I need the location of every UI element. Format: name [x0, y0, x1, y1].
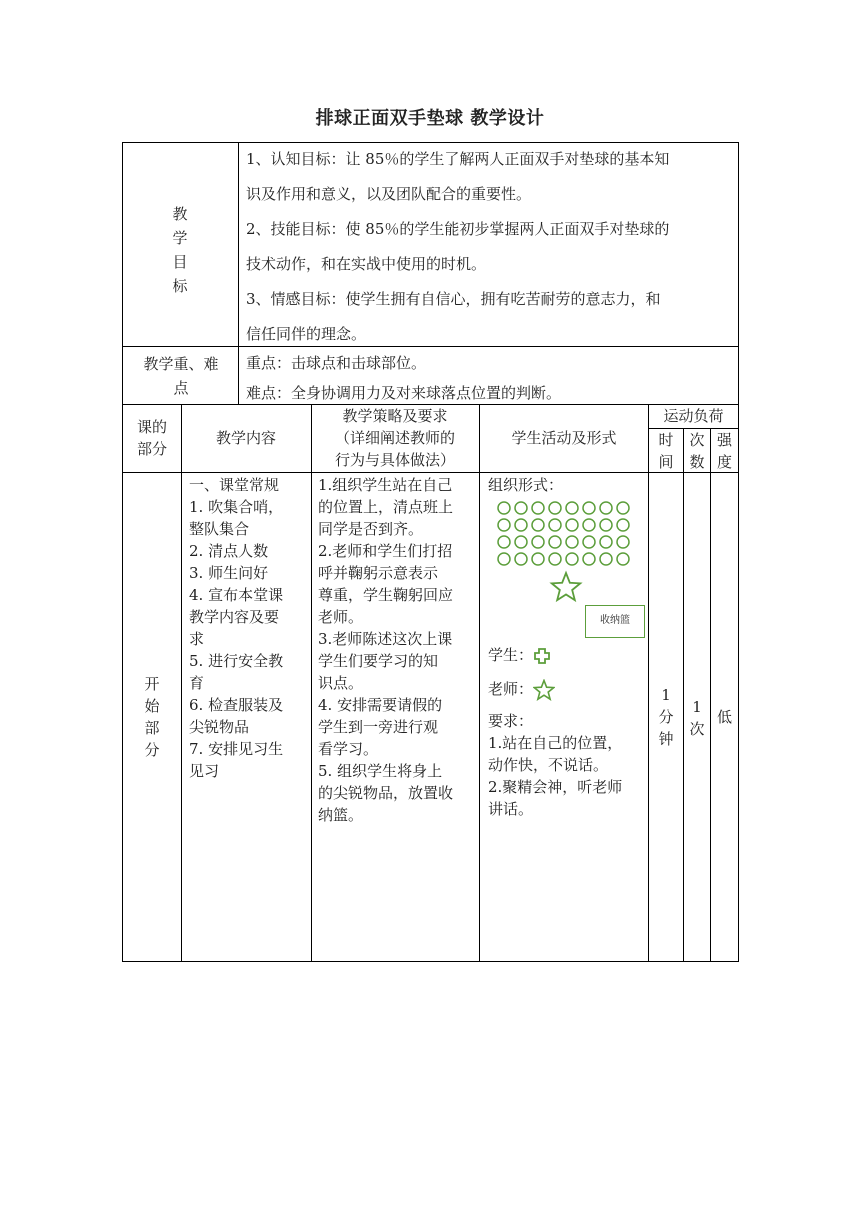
- strategy-list: 1.组织学生站在自己 的位置上，清点班上 同学是否到齐。 2.老师和学生们打招 呼并鞠躬示意表示 尊重，学生鞠躬回应 老师。 3.老师陈述这次上课 学生们要学习的知 识点。 4. 安排需要请假的 学生到一旁进行观 看学习。 5. 组织学生将身上 的尖锐物品，放置收 纳篮。: [318, 476, 454, 824]
- content-list: 一、课堂常规 1. 吹集合哨， 整队集合 2. 清点人数 3. 师生问好 4. 宣布本堂课 教学内容及要 求 5. 进行安全教 育 6. 检查服装及 尖锐物品 7. 安排见习生 见习: [189, 476, 284, 780]
- requirements: 要求： 1.站在自己的位置， 动作快，不说话。 2.聚精会神，听老师 讲话。: [488, 712, 623, 818]
- student-marker-icon: [533, 647, 551, 665]
- header-part: 课的 部分: [136, 418, 167, 458]
- student-legend: 学生：: [488, 644, 551, 666]
- header-strategy: 教学策略及要求 （详细阐述教师的 行为与具体做法）: [334, 407, 455, 469]
- objectives-label: 教 学 目 标: [172, 205, 188, 295]
- header-content: 教学内容: [215, 429, 276, 447]
- student-circle: [583, 553, 595, 565]
- student-circle: [549, 553, 561, 565]
- student-circle: [600, 536, 612, 548]
- student-circle: [549, 519, 561, 531]
- formation-diagram: [488, 498, 648, 608]
- student-circle: [498, 502, 510, 514]
- student-circle: [532, 536, 544, 548]
- header-load-intensity: 强 度: [716, 431, 732, 471]
- org-form-label: 组织形式：: [488, 476, 564, 494]
- teacher-star-icon: [552, 573, 581, 600]
- student-circle: [583, 502, 595, 514]
- load-intensity: 低: [716, 708, 732, 726]
- student-circle: [600, 502, 612, 514]
- student-circle: [515, 553, 527, 565]
- teacher-legend: 老师：: [488, 678, 555, 701]
- student-circle: [532, 502, 544, 514]
- student-circle: [532, 553, 544, 565]
- header-load-count: 次 数: [689, 431, 705, 471]
- key-points-text: 重点：击球点和击球部位。 难点：全身协调用力及对来球落点位置的判断。: [246, 354, 562, 402]
- document-title: 排球正面双手垫球 教学设计: [315, 108, 545, 129]
- teacher-star-icon: [533, 679, 555, 701]
- storage-basket: 收纳篮: [585, 605, 645, 638]
- header-load-time: 时 间: [658, 431, 674, 471]
- student-circle: [532, 519, 544, 531]
- key-points-label: 教学重、难 点: [143, 355, 219, 397]
- student-circle: [498, 553, 510, 565]
- student-circle: [600, 519, 612, 531]
- student-circle: [566, 519, 578, 531]
- student-circle: [498, 536, 510, 548]
- student-circle: [617, 536, 629, 548]
- student-circle: [617, 553, 629, 565]
- part-label: 开 始 部 分: [144, 675, 160, 759]
- student-circle: [549, 502, 561, 514]
- student-circle: [617, 502, 629, 514]
- student-circle: [617, 519, 629, 531]
- load-time: 1 分 钟: [658, 686, 674, 748]
- load-count: 1 次: [689, 698, 705, 738]
- objectives-text: 1、认知目标：让 85％的学生了解两人正面双手对垫球的基本知 识及作用和意义，以及团队配合的重要性。 2、技能目标：使 85％的学生能初步掌握两人正面双手对垫球的 技术动作，和在实战中使用的时机。 3、情感目标：使学生拥有自信心，拥有吃苦耐劳的意志力，和 信任同伴的理念。: [246, 150, 670, 343]
- student-circle: [583, 536, 595, 548]
- student-circle: [566, 502, 578, 514]
- student-circle: [515, 536, 527, 548]
- student-circle: [600, 553, 612, 565]
- header-load: 运动负荷: [663, 407, 724, 425]
- student-circle: [583, 519, 595, 531]
- student-circle: [566, 536, 578, 548]
- student-circle: [498, 519, 510, 531]
- student-circle: [566, 553, 578, 565]
- student-circle: [515, 502, 527, 514]
- student-circle: [515, 519, 527, 531]
- student-circle: [549, 536, 561, 548]
- header-activity: 学生活动及形式: [511, 429, 617, 447]
